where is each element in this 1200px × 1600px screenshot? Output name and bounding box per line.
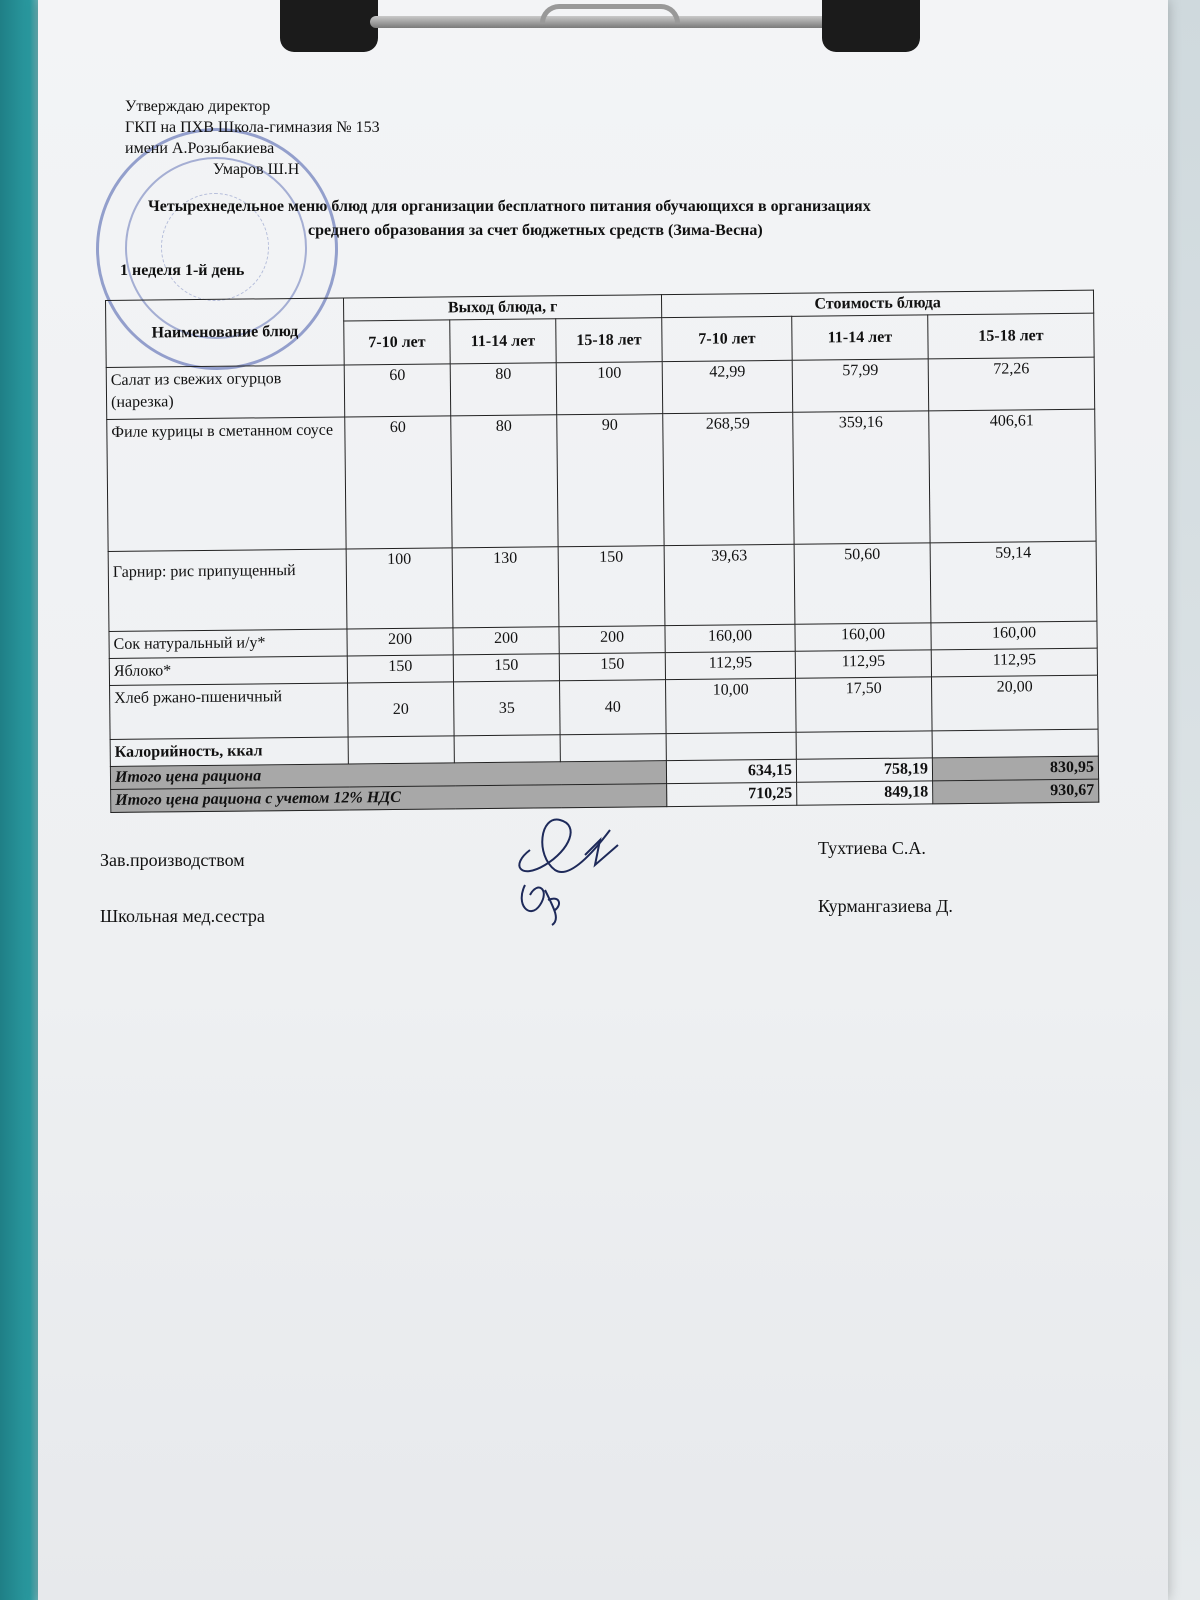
dish-cost: 160,00	[665, 624, 795, 652]
dish-cost: 112,95	[931, 648, 1097, 677]
header-age: 15-18 лет	[556, 318, 662, 363]
output-grams: 200	[347, 628, 453, 656]
total-label: Итого цена рациона	[110, 761, 666, 790]
approval-line-2: ГКП на ПХВ Школа-гимназия № 153	[125, 119, 380, 136]
week-day-label: 1 неделя 1-й день	[120, 262, 245, 279]
calories-label: Калорийность, ккал	[110, 737, 348, 766]
dish-cost: 17,50	[796, 677, 933, 732]
total-value: 758,19	[796, 758, 932, 782]
approval-line-4: Умаров Ш.Н	[213, 161, 300, 178]
output-grams: 20	[348, 682, 455, 737]
output-grams: 150	[558, 546, 665, 627]
dish-cost: 59,14	[930, 541, 1097, 623]
table-row	[107, 409, 1096, 551]
dish-name: Филе курицы в сметанном соусе	[107, 417, 346, 551]
table-row	[108, 541, 1097, 631]
handwritten-signature	[500, 810, 630, 930]
approval-block	[125, 96, 380, 180]
dish-cost: 39,63	[664, 544, 795, 625]
total-vat-value: 930,67	[933, 779, 1099, 804]
dish-name: Хлеб ржано-пшеничный	[110, 683, 349, 739]
output-grams: 60	[344, 364, 451, 417]
empty-cell	[796, 731, 932, 759]
dish-cost: 112,95	[795, 650, 931, 678]
dish-cost: 10,00	[666, 678, 797, 733]
header-output-group: Выход блюда, г	[343, 295, 661, 321]
dish-name: Сок натуральный и/у*	[109, 629, 347, 658]
empty-cell	[560, 734, 666, 762]
output-grams: 150	[453, 654, 559, 682]
dish-name: Гарнир: рис припущенный	[108, 549, 347, 631]
dish-cost: 160,00	[931, 621, 1097, 650]
dish-name: Салат из свежих огурцов (нарезка)	[106, 365, 345, 419]
clipboard-clip	[270, 0, 930, 52]
header-age: 11-14 лет	[450, 319, 556, 364]
signature-name-nurse: Курмангазиева Д.	[818, 896, 953, 916]
output-grams: 100	[346, 548, 453, 629]
signature-role-nurse: Школьная мед.сестра	[100, 906, 265, 926]
output-grams: 100	[556, 362, 663, 415]
total-vat-value: 849,18	[797, 781, 933, 805]
approval-line-1: Утверждаю директор	[125, 98, 271, 115]
empty-cell	[932, 729, 1098, 758]
output-grams: 60	[345, 416, 452, 549]
header-age: 15-18 лет	[928, 313, 1094, 359]
output-grams: 200	[453, 627, 559, 655]
clip-end-right	[822, 0, 920, 52]
dish-name: Яблоко*	[109, 656, 347, 685]
output-grams: 150	[347, 655, 453, 683]
output-grams: 200	[559, 626, 665, 654]
signature-role-production: Зав.производством	[100, 850, 245, 870]
total-vat-label: Итого цена рациона с учетом 12% НДС	[111, 784, 667, 813]
title-line-2: среднего образования за счет бюджетных средств (Зима-Весна)	[308, 222, 763, 239]
dish-cost: 72,26	[928, 357, 1095, 411]
dish-cost: 57,99	[792, 359, 929, 412]
total-value: 830,95	[932, 756, 1098, 781]
clip-end-left	[280, 0, 378, 52]
approval-line-3: имени А.Розыбакиева	[125, 140, 275, 157]
header-dish-name: Наименование блюд	[106, 298, 345, 367]
dish-cost: 20,00	[932, 675, 1099, 731]
output-grams: 40	[560, 680, 667, 735]
dish-cost: 268,59	[663, 412, 794, 545]
output-grams: 35	[454, 681, 561, 736]
output-grams: 90	[557, 414, 664, 547]
header-age: 11-14 лет	[792, 315, 928, 360]
output-grams: 150	[559, 653, 665, 681]
dish-cost: 42,99	[662, 360, 793, 413]
dish-cost: 406,61	[929, 409, 1096, 543]
total-vat-value: 710,25	[667, 782, 797, 806]
menu-table	[105, 290, 1099, 813]
signature-name-production: Тухтиева С.А.	[818, 838, 926, 858]
output-grams: 130	[452, 547, 559, 628]
header-age: 7-10 лет	[344, 320, 450, 365]
total-value: 634,15	[666, 759, 796, 783]
dish-cost: 160,00	[795, 623, 931, 651]
title-line-1: Четырехнедельное меню блюд для организации бесплатного питания обучающихся в организациях	[148, 198, 871, 215]
output-grams: 80	[451, 415, 558, 548]
dish-cost: 112,95	[665, 651, 795, 679]
document-title	[148, 195, 1048, 243]
dish-cost: 359,16	[793, 411, 930, 544]
output-grams: 80	[450, 363, 557, 416]
empty-cell	[454, 735, 560, 763]
empty-cell	[348, 736, 454, 764]
clip-bump	[540, 4, 680, 23]
dish-cost: 50,60	[794, 543, 931, 624]
header-cost-group: Стоимость блюда	[662, 290, 1094, 318]
empty-cell	[666, 732, 796, 760]
header-age: 7-10 лет	[662, 316, 792, 361]
